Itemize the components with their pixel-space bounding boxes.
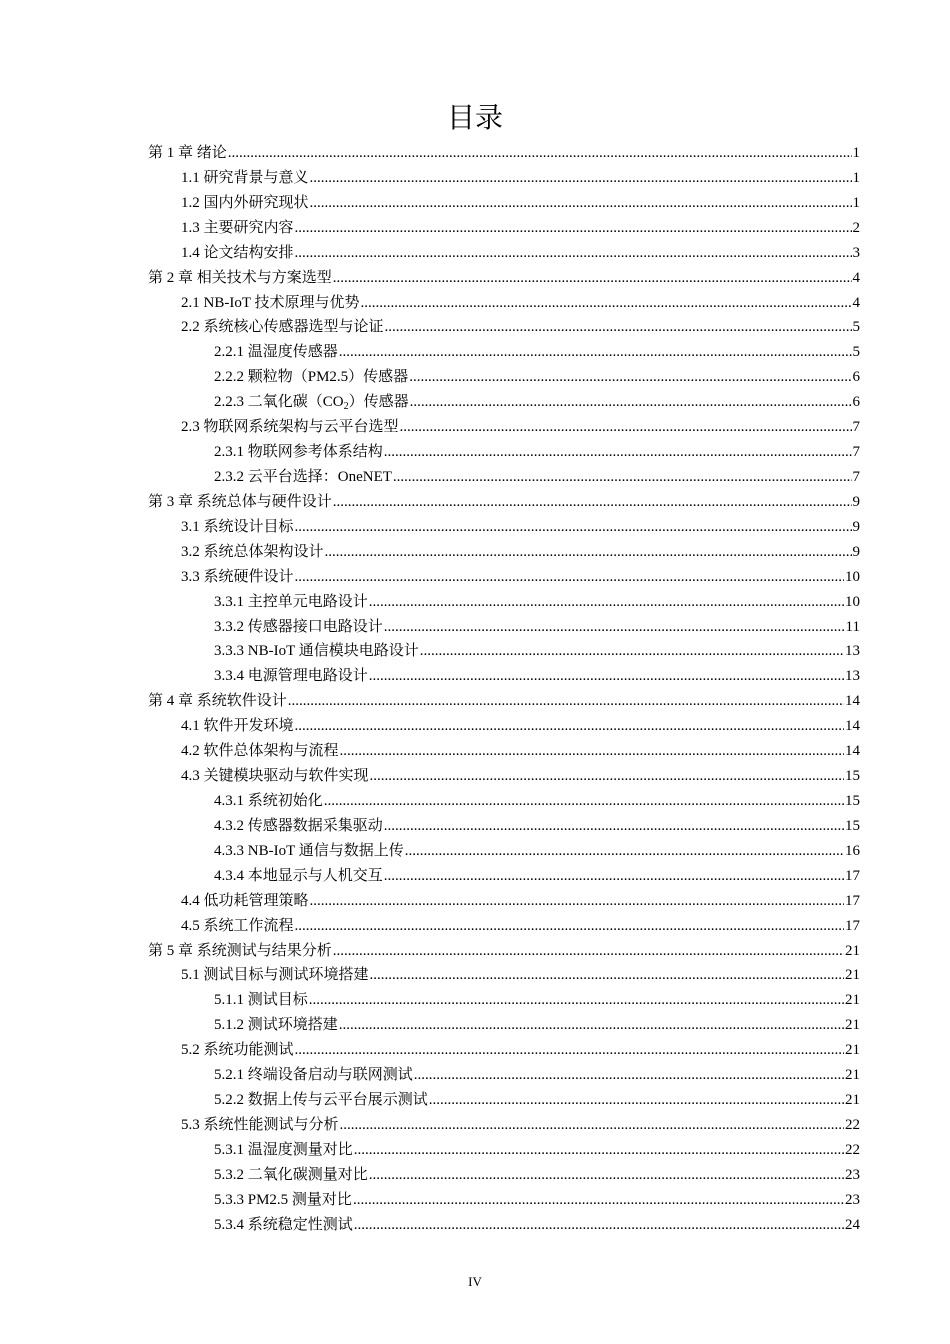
- toc-entry-title: 4.3 关键模块驱动与软件实现: [181, 768, 369, 785]
- dot-leader: [360, 291, 851, 316]
- dot-leader: [354, 1138, 844, 1163]
- toc-entry-title: 3.1 系统设计目标: [181, 518, 294, 535]
- toc-entry-title: 3.3 系统硬件设计: [181, 568, 294, 585]
- toc-page-number: 4: [852, 269, 860, 286]
- dot-leader: [295, 216, 852, 241]
- toc-page-number: 21: [845, 1067, 860, 1084]
- toc-entry-title: 5.3 系统性能测试与分析: [181, 1116, 339, 1133]
- page-title: 目录: [446, 101, 503, 134]
- toc-entry-title: 2.3.1 物联网参考体系结构: [214, 444, 383, 461]
- toc-subsection-entry[interactable]: [148, 1188, 860, 1213]
- toc-section-entry[interactable]: [148, 241, 860, 266]
- toc-entry-title: 2.2.3 二氧化碳$(CO_2)$传感器: [214, 394, 409, 413]
- toc-subsection-entry[interactable]: [148, 1013, 860, 1038]
- toc-subsection-entry[interactable]: [148, 340, 860, 365]
- toc-page-number: 22: [845, 1141, 860, 1158]
- dot-leader: [410, 390, 852, 415]
- toc-page-number: 22: [845, 1116, 860, 1133]
- toc-section-entry[interactable]: [148, 889, 860, 914]
- toc-chapter-entry[interactable]: [148, 266, 860, 291]
- dot-leader: [333, 266, 852, 291]
- dot-leader: [384, 615, 845, 640]
- dot-leader: [405, 839, 844, 864]
- toc-entry-title: 2.2 系统核心传感器选型与论证: [181, 319, 384, 336]
- dot-leader: [325, 540, 852, 565]
- toc-section-entry[interactable]: [148, 291, 860, 316]
- toc-page-number: 6: [852, 369, 860, 386]
- toc-subsection-entry[interactable]: [148, 864, 860, 889]
- toc-entry-title: 第 5 章 系统测试与结果分析: [148, 942, 332, 959]
- toc-entry-title: 第 4 章 系统软件设计: [148, 693, 287, 710]
- toc-section-entry[interactable]: [148, 963, 860, 988]
- dot-leader: [310, 191, 852, 216]
- toc-page-number: 5: [852, 319, 860, 336]
- toc-section-entry[interactable]: [148, 216, 860, 241]
- toc-section-entry[interactable]: [148, 714, 860, 739]
- dot-leader: [429, 1088, 844, 1113]
- dot-leader: [333, 490, 852, 515]
- toc-page-number: 10: [845, 593, 860, 610]
- dot-leader: [420, 639, 844, 664]
- dot-leader: [400, 415, 852, 440]
- toc-page-number: 23: [845, 1166, 860, 1183]
- toc-entry-title: 5.2 系统功能测试: [181, 1042, 294, 1059]
- dot-leader: [295, 914, 844, 939]
- dot-leader: [370, 963, 844, 988]
- toc-section-entry[interactable]: [148, 191, 860, 216]
- toc-subsection-entry[interactable]: [148, 615, 860, 640]
- dot-leader: [353, 1188, 844, 1213]
- toc-entry-title: 5.3.1 温湿度测量对比: [214, 1141, 353, 1158]
- dot-leader: [384, 440, 852, 465]
- toc-entry-title: 4.3.1 系统初始化: [214, 792, 323, 809]
- toc-page-number: 1: [852, 169, 860, 186]
- dot-leader: [295, 565, 844, 590]
- toc-entry-title: 3.3.3 NB-IoT 通信模块电路设计: [214, 643, 419, 660]
- toc-entry-title: 第 3 章 系统总体与硬件设计: [148, 493, 332, 510]
- toc-entry-title: 1.3 主要研究内容: [181, 219, 294, 236]
- dot-leader: [339, 340, 852, 365]
- toc-subsection-entry[interactable]: [148, 789, 860, 814]
- toc-page-number: 11: [845, 618, 860, 635]
- toc-page-number: 7: [852, 419, 860, 436]
- toc-entry-title: 4.3.2 传感器数据采集驱动: [214, 817, 383, 834]
- toc-section-entry[interactable]: [148, 540, 860, 565]
- toc-page-number: 14: [845, 743, 860, 760]
- toc-entry-title: 第 2 章 相关技术与方案选型: [148, 269, 332, 286]
- dot-leader: [354, 1213, 844, 1238]
- toc-page-number: 13: [845, 643, 860, 660]
- toc-entry-title: 4.5 系统工作流程: [181, 917, 294, 934]
- toc-page-number: 9: [852, 518, 860, 535]
- toc-page-number: 14: [845, 718, 860, 735]
- toc-entry-title: 4.1 软件开发环境: [181, 718, 294, 735]
- toc-page-number: 15: [845, 792, 860, 809]
- toc-section-entry[interactable]: [148, 515, 860, 540]
- toc-subsection-entry[interactable]: [148, 390, 860, 415]
- toc-entry-title: 5.1.1 测试目标: [214, 992, 308, 1009]
- toc-page-number: 7: [852, 468, 860, 485]
- toc-entry-title: 5.3.3 PM2.5 测量对比: [214, 1191, 352, 1208]
- toc-entry-title: 4.3.4 本地显示与人机交互: [214, 867, 383, 884]
- dot-leader: [340, 1113, 844, 1138]
- dot-leader: [369, 590, 844, 615]
- toc-entry-title: 5.1.2 测试环境搭建: [214, 1017, 338, 1034]
- toc-page-number: 17: [845, 892, 860, 909]
- toc-section-entry[interactable]: [148, 315, 860, 340]
- toc-entry-title: 1.1 研究背景与意义: [181, 169, 309, 186]
- toc-subsection-entry[interactable]: [148, 988, 860, 1013]
- toc-page-number: 24: [845, 1216, 860, 1233]
- toc-page-number: 4: [852, 294, 860, 311]
- toc-page-number: 6: [852, 394, 860, 411]
- toc-page-number: 21: [845, 967, 860, 984]
- toc-page-number: 17: [845, 867, 860, 884]
- toc-subsection-entry[interactable]: [148, 1063, 860, 1088]
- toc-subsection-entry[interactable]: [148, 590, 860, 615]
- page-number: IV: [468, 1274, 482, 1289]
- toc-section-entry[interactable]: [148, 415, 860, 440]
- dot-leader: [309, 988, 844, 1013]
- toc-page-number: 21: [845, 942, 860, 959]
- toc-subsection-entry[interactable]: [148, 1213, 860, 1238]
- toc-entry-title: 3.3.4 电源管理电路设计: [214, 668, 368, 685]
- toc-section-entry[interactable]: [148, 914, 860, 939]
- toc-page-number: 5: [852, 344, 860, 361]
- toc-page-number: 21: [845, 1017, 860, 1034]
- toc-page-number: 3: [852, 244, 860, 261]
- toc-page-number: 21: [845, 992, 860, 1009]
- toc-page-number: 10: [845, 568, 860, 585]
- dot-leader: [288, 689, 844, 714]
- toc-subsection-entry[interactable]: [148, 1163, 860, 1188]
- toc-page-number: 7: [852, 444, 860, 461]
- dot-leader: [340, 739, 844, 764]
- dot-leader: [384, 814, 844, 839]
- toc-section-entry[interactable]: [148, 739, 860, 764]
- toc-chapter-entry[interactable]: [148, 141, 860, 166]
- dot-leader: [295, 515, 852, 540]
- toc-subsection-entry[interactable]: [148, 465, 860, 490]
- dot-leader: [414, 1063, 844, 1088]
- toc-page-number: 23: [845, 1191, 860, 1208]
- toc-entry-title: 2.2.2 颗粒物（PM2.5）传感器: [214, 369, 409, 386]
- toc-page-number: 21: [845, 1092, 860, 1109]
- toc-section-entry[interactable]: [148, 764, 860, 789]
- toc-section-entry[interactable]: [148, 166, 860, 191]
- toc-page-number: 15: [845, 817, 860, 834]
- toc-entry-title: 4.4 低功耗管理策略: [181, 892, 309, 909]
- toc-section-entry[interactable]: [148, 1113, 860, 1138]
- toc-entry-title: 2.2.1 温湿度传感器: [214, 344, 338, 361]
- dot-leader: [333, 939, 844, 964]
- toc-entry-title: 5.2.1 终端设备启动与联网测试: [214, 1067, 413, 1084]
- toc-chapter-entry[interactable]: [148, 490, 860, 515]
- dot-leader: [310, 166, 852, 191]
- toc-page-number: 9: [852, 493, 860, 510]
- toc-subsection-entry[interactable]: [148, 639, 860, 664]
- dot-leader: [384, 864, 844, 889]
- toc-chapter-entry[interactable]: [148, 939, 860, 964]
- dot-leader: [409, 365, 851, 390]
- dot-leader: [339, 1013, 844, 1038]
- toc-entry-title: 5.2.2 数据上传与云平台展示测试: [214, 1092, 428, 1109]
- dot-leader: [370, 764, 844, 789]
- dot-leader: [228, 141, 852, 166]
- toc-subsection-entry[interactable]: [148, 440, 860, 465]
- toc-page-number: 14: [845, 693, 860, 710]
- toc-subsection-entry[interactable]: [148, 664, 860, 689]
- toc-subsection-entry[interactable]: [148, 839, 860, 864]
- toc-subsection-entry[interactable]: [148, 814, 860, 839]
- toc-entry-title: 1.4 论文结构安排: [181, 244, 294, 261]
- toc-page-number: 9: [852, 543, 860, 560]
- toc-entry-title: 5.1 测试目标与测试环境搭建: [181, 967, 369, 984]
- toc-page-number: 16: [845, 842, 860, 859]
- toc-page-number: 13: [845, 668, 860, 685]
- toc-entry-title: 4.3.3 NB-IoT 通信与数据上传: [214, 842, 404, 859]
- dot-leader: [369, 1163, 844, 1188]
- toc-section-entry[interactable]: [148, 1038, 860, 1063]
- toc-page-number: 1: [852, 194, 860, 211]
- toc-subsection-entry[interactable]: [148, 365, 860, 390]
- toc-entry-title: 5.3.4 系统稳定性测试: [214, 1216, 353, 1233]
- toc-entry-title: 第 1 章 绪论: [148, 145, 227, 161]
- toc-subsection-entry[interactable]: [148, 1088, 860, 1113]
- toc-page-number: 2: [852, 219, 860, 236]
- toc-chapter-entry[interactable]: [148, 689, 860, 714]
- toc-entry-title: 3.2 系统总体架构设计: [181, 543, 324, 560]
- toc-page-number: 17: [845, 917, 860, 934]
- toc-entry-title: 2.3 物联网系统架构与云平台选型: [181, 419, 399, 436]
- toc-page-number: 1: [852, 145, 860, 161]
- toc-page-number: 21: [845, 1042, 860, 1059]
- dot-leader: [310, 889, 844, 914]
- dot-leader: [295, 241, 852, 266]
- toc-entry-title: 3.3.1 主控单元电路设计: [214, 593, 368, 610]
- toc-subsection-entry[interactable]: [148, 1138, 860, 1163]
- dot-leader: [295, 714, 844, 739]
- toc-entry-title: 3.3.2 传感器接口电路设计: [214, 618, 383, 635]
- toc-entry-title: 4.2 软件总体架构与流程: [181, 743, 339, 760]
- dot-leader: [369, 664, 844, 689]
- toc-entry-title: 2.3.2 云平台选择：OneNET: [214, 468, 392, 485]
- dot-leader: [393, 465, 852, 490]
- dot-leader: [295, 1038, 844, 1063]
- toc-entry-title: 5.3.2 二氧化碳测量对比: [214, 1166, 368, 1183]
- dot-leader: [324, 789, 844, 814]
- toc-entry-title: 2.1 NB-IoT 技术原理与优势: [181, 294, 360, 311]
- table-of-contents: [148, 141, 860, 1238]
- dot-leader: [385, 315, 852, 340]
- toc-entry-title: 1.2 国内外研究现状: [181, 194, 309, 211]
- toc-section-entry[interactable]: [148, 565, 860, 590]
- toc-page-number: 15: [845, 768, 860, 785]
